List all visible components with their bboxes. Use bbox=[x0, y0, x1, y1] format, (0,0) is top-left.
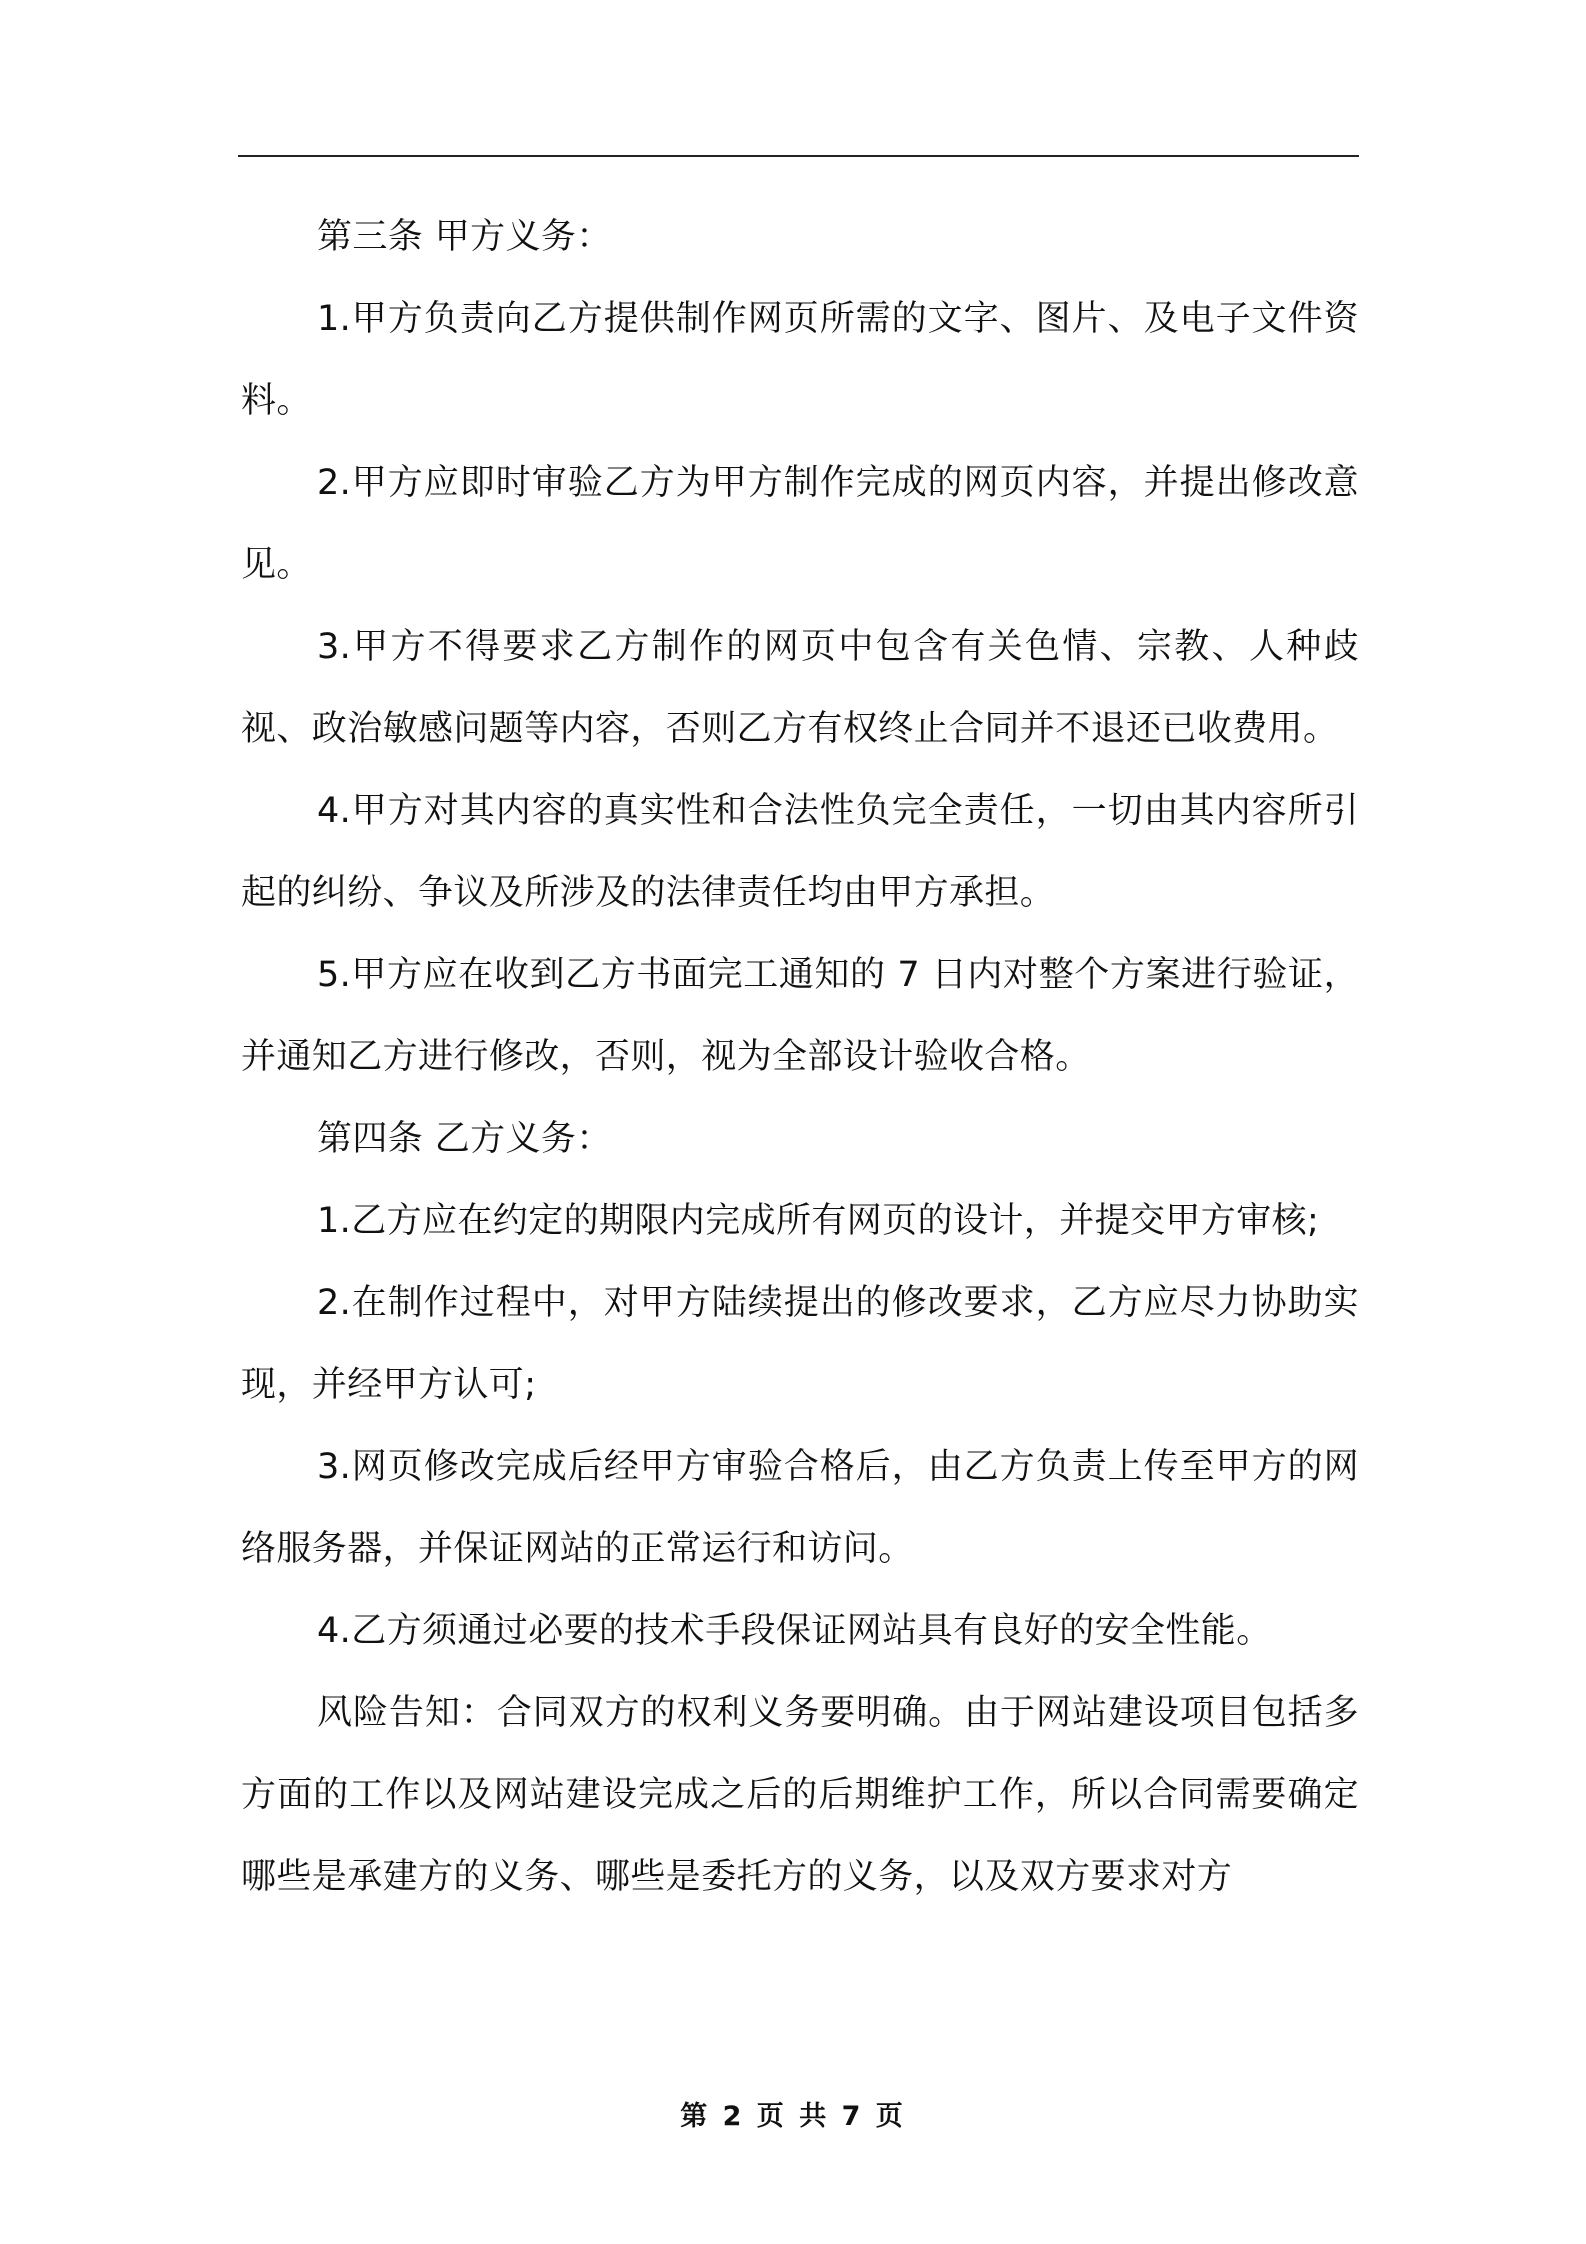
clause-b-4: 4.乙方须通过必要的技术手段保证网站具有良好的安全性能。 bbox=[317, 1611, 1272, 1651]
clause-b-2: 2.在制作过程中，对甲方陆续提出的修改要求，乙方应尽力协助实现，并经甲方认可; bbox=[241, 1283, 1359, 1405]
section-heading-party-a: 第三条 甲方义务： bbox=[317, 217, 612, 257]
clause-a-2: 2.甲方应即时审验乙方为甲方制作完成的网页内容，并提出修改意见。 bbox=[241, 463, 1359, 585]
clause-a-1: 1.甲方负责向乙方提供制作网页所需的文字、图片、及电子文件资料。 bbox=[241, 299, 1359, 421]
clause-a-3: 3.甲方不得要求乙方制作的网页中包含有关色情、宗教、人种歧视、政治敏感问题等内容，否则乙方有权终止合同并不退还已收费用。 bbox=[241, 627, 1359, 749]
header-rule bbox=[238, 155, 1359, 157]
section-heading-party-b: 第四条 乙方义务： bbox=[317, 1119, 612, 1159]
clause-b-1: 1.乙方应在约定的期限内完成所有网页的设计，并提交甲方审核; bbox=[317, 1201, 1320, 1241]
clause-b-3: 3.网页修改完成后经甲方审验合格后，由乙方负责上传至甲方的网络服务器，并保证网站的正常运行和访问。 bbox=[241, 1447, 1359, 1569]
page-number: 第 2 页 共 7 页 bbox=[680, 2101, 906, 2132]
document-body bbox=[241, 196, 1359, 1918]
clause-a-4: 4.甲方对其内容的真实性和合法性负完全责任，一切由其内容所引起的纠纷、争议及所涉及的法律责任均由甲方承担。 bbox=[241, 791, 1359, 913]
risk-notice: 风险告知：合同双方的权利义务要明确。由于网站建设项目包括多方面的工作以及网站建设完成之后的后期维护工作，所以合同需要确定哪些是承建方的义务、哪些是委托方的义务，以及双方要求对方 bbox=[241, 1693, 1359, 1897]
clause-a-5: 5.甲方应在收到乙方书面完工通知的 7 日内对整个方案进行验证，并通知乙方进行修改，否则，视为全部设计验收合格。 bbox=[241, 955, 1359, 1077]
